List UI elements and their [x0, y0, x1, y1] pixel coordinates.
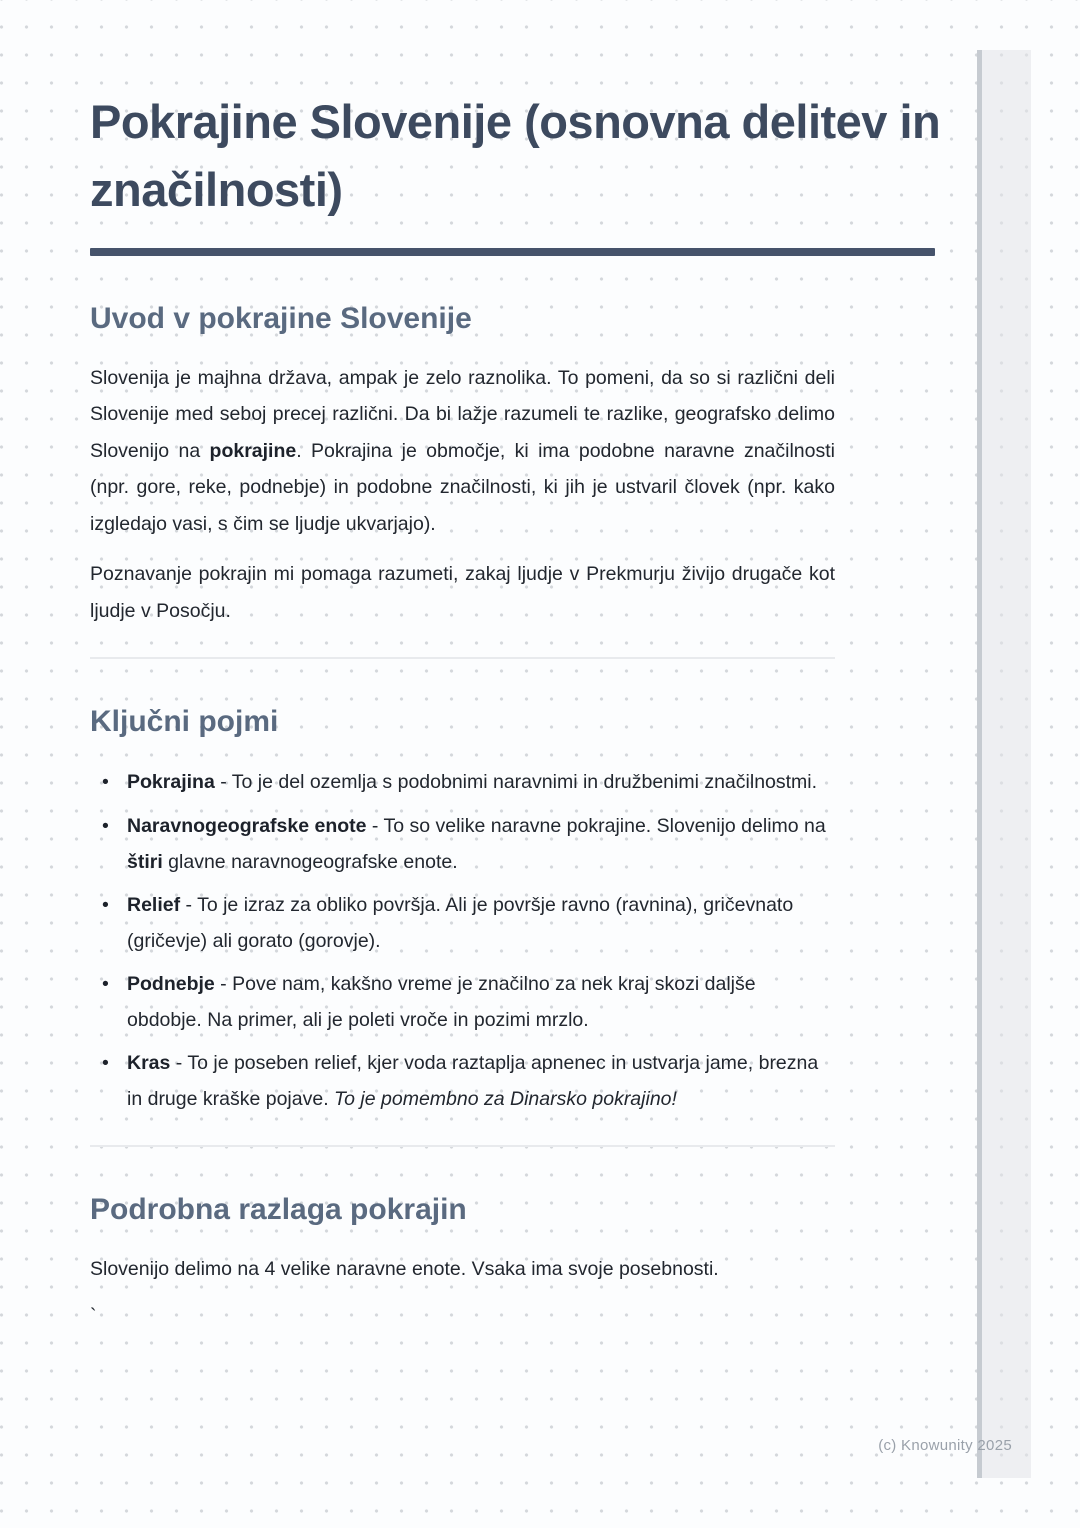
list-item-pokrajina: • Pokrajina - To je del ozemlja s podobnimi naravnimi in družbenimi značilnostmi.: [90, 764, 829, 800]
intro-paragraph-1: Slovenija je majhna država, ampak je zelo raznolika. To pomeni, da so si različni deli Slovenije med seboj precej različni. Da bi lažje razumeli te razlike, geografsko delimo Slovenijo na pokrajine. Pokrajina je območje, ki ima podobne naravne značilnosti (npr. gore, reke, podnebje) in podobne značilnosti, ki jih je ustvaril človek (npr. kako izgledajo vasi, s čim se ljudje ukvarjajo).: [90, 366, 835, 535]
section-divider: [90, 1145, 835, 1147]
intro-paragraph-2: Poznavanje pokrajin mi pomaga razumeti, zakaj ljudje v Prekmurju živijo drugače kot ljudje v Posočju.: [90, 563, 835, 622]
section-heading-uvod: Uvod v pokrajine Slovenije: [90, 302, 472, 336]
list-item-kras: • Kras - To je poseben relief, kjer voda raztaplja apnenec in ustvarja jame, brezna in druge kraške pojave. To je pomembno za Dinarsko pokrajino!: [90, 1045, 829, 1117]
page-title: Pokrajine Slovenije (osnovna delitev in značilnosti): [90, 95, 941, 217]
key-terms-list: [90, 764, 835, 1117]
next-page-edge-strip: [977, 50, 1031, 1478]
title-underline-rule: [90, 248, 935, 256]
section-kljucni-pojmi: [90, 703, 835, 1117]
section-divider: [90, 657, 835, 659]
podrobna-paragraph: Slovenijo delimo na 4 velike naravne enote. Vsaka ima svoje posebnosti.: [90, 1257, 719, 1280]
section-podrobna-razlaga: [90, 1191, 835, 1328]
section-heading-podrobna-razlaga: Podrobna razlaga pokrajin: [90, 1193, 467, 1227]
copyright-watermark: (c) Knowunity 2025: [878, 1437, 1012, 1454]
section-uvod-v-pokrajine: [90, 300, 835, 629]
list-item-naravnogeografske-enote: • Naravnogeografske enote - To so velike naravne pokrajine. Slovenijo delimo na štiri glavne naravnogeografske enote.: [90, 808, 829, 880]
stray-backtick-character: `: [90, 1304, 97, 1327]
list-item-relief: • Relief - To je izraz za obliko površja. Ali je površje ravno (ravnina), gričevnato (gričevje) ali gorato (gorovje).: [90, 887, 829, 959]
list-item-podnebje: • Podnebje - Pove nam, kakšno vreme je značilno za nek kraj skozi daljše obdobje. Na primer, ali je poleti vroče in pozimi mrzlo.: [90, 966, 829, 1038]
document-page: [90, 0, 941, 1328]
section-heading-kljucni-pojmi: Ključni pojmi: [90, 704, 279, 738]
